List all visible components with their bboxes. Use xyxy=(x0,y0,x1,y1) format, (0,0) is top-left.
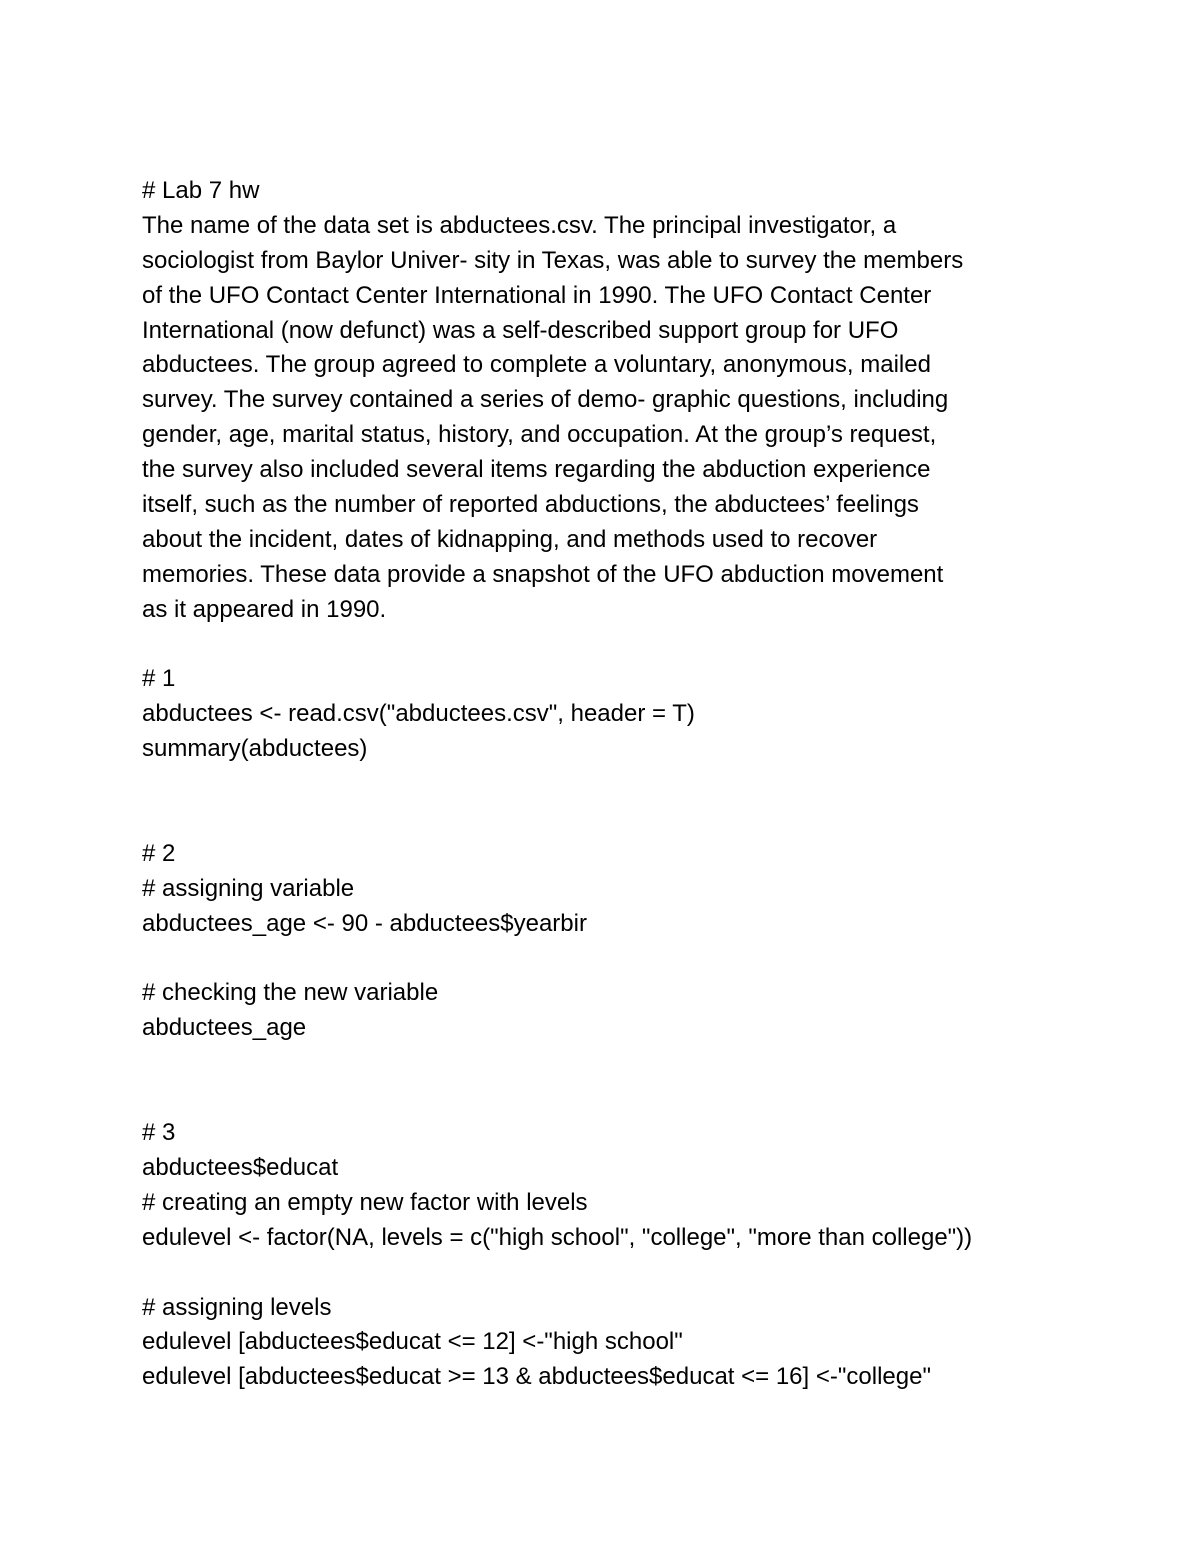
blank-line xyxy=(142,1256,1142,1291)
section-1-heading: # 1 xyxy=(142,665,176,693)
intro-line: of the UFO Contact Center International in 1990. The UFO Contact Center xyxy=(142,281,932,309)
code-comment: # creating an empty new factor with levels xyxy=(142,1188,588,1216)
blank-line xyxy=(142,767,1142,802)
blank-line xyxy=(142,1046,1142,1081)
blank-line xyxy=(142,1081,1142,1116)
code-line: abductees_age <- 90 - abductees$yearbir xyxy=(142,909,587,937)
code-line: abductees$educat xyxy=(142,1153,339,1181)
code-line: summary(abductees) xyxy=(142,735,368,763)
intro-line: abductees. The group agreed to complete a voluntary, anonymous, mailed xyxy=(142,351,931,379)
intro-line: survey. The survey contained a series of demo- graphic questions, including xyxy=(142,386,949,414)
intro-line: itself, such as the number of reported abductions, the abductees’ feelings xyxy=(142,491,919,519)
intro-line: International (now defunct) was a self-described support group for UFO xyxy=(142,316,899,344)
document-page xyxy=(142,174,1142,1395)
intro-line: the survey also included several items regarding the abduction experience xyxy=(142,456,931,484)
blank-line xyxy=(142,802,1142,837)
blank-line xyxy=(142,628,1142,663)
intro-line: gender, age, marital status, history, and occupation. At the group’s request, xyxy=(142,421,937,449)
code-comment: # assigning levels xyxy=(142,1293,332,1321)
blank-line xyxy=(142,942,1142,977)
intro-line: The name of the data set is abductees.csv. The principal investigator, a xyxy=(142,211,897,239)
code-line: abductees_age xyxy=(142,1014,307,1042)
intro-line: as it appeared in 1990. xyxy=(142,595,387,623)
intro-line: sociologist from Baylor Univer- sity in Texas, was able to survey the members xyxy=(142,246,964,274)
section-3-heading: # 3 xyxy=(142,1119,176,1147)
code-line: edulevel [abductees$educat <= 12] <-"high school" xyxy=(142,1328,683,1356)
section-2-heading: # 2 xyxy=(142,839,176,867)
intro-line: about the incident, dates of kidnapping, and methods used to recover xyxy=(142,525,878,553)
document-title: # Lab 7 hw xyxy=(142,177,260,204)
code-line: edulevel <- factor(NA, levels = c("high school", "college", "more than college")) xyxy=(142,1223,973,1251)
code-line: edulevel [abductees$educat >= 13 & abductees$educat <= 16] <-"college" xyxy=(142,1363,931,1391)
code-line: abductees <- read.csv("abductees.csv", header = T) xyxy=(142,700,695,728)
code-comment: # checking the new variable xyxy=(142,979,439,1007)
code-comment: # assigning variable xyxy=(142,874,355,902)
intro-line: memories. These data provide a snapshot of the UFO abduction movement xyxy=(142,560,944,588)
